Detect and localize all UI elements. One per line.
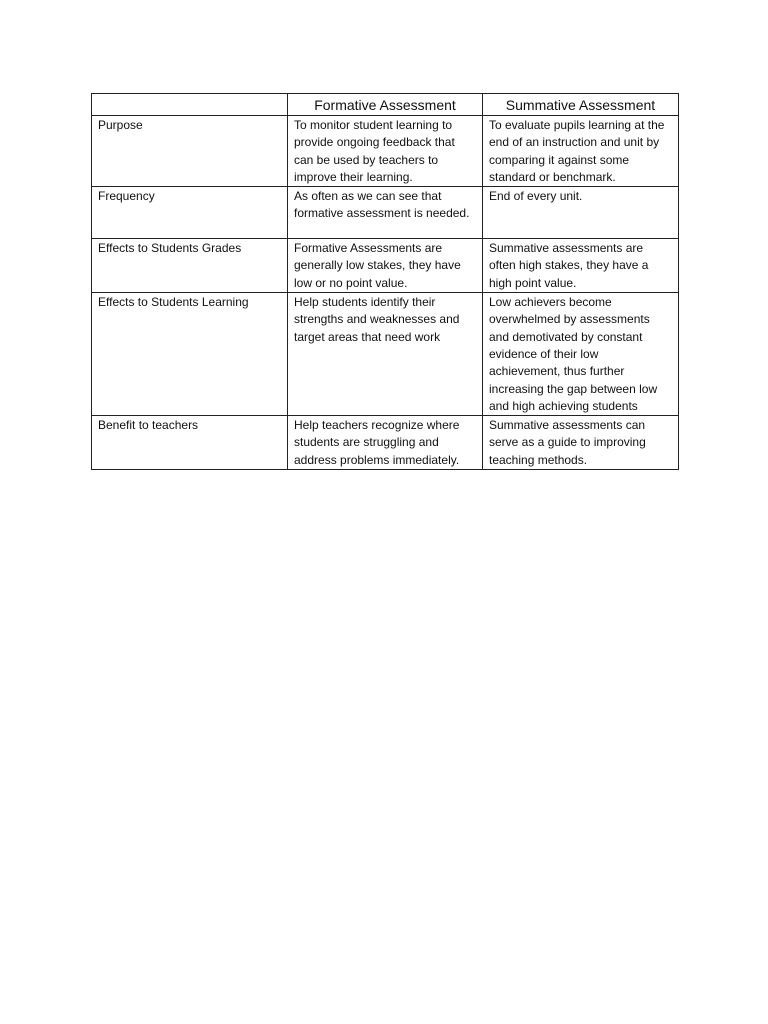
header-formative: Formative Assessment — [288, 94, 483, 116]
table-row-purpose — [92, 116, 679, 187]
header-summative: Summative Assessment — [483, 94, 679, 116]
summative-cell: Summative assessments can serve as a guide to improving teaching methods. — [483, 416, 679, 470]
summative-cell: To evaluate pupils learning at the end of an instruction and unit by comparing it against some standard or benchmark. — [483, 116, 679, 187]
formative-cell: As often as we can see that formative assessment is needed. — [288, 187, 483, 239]
formative-cell: Help teachers recognize where students are struggling and address problems immediately. — [288, 416, 483, 470]
formative-cell: Formative Assessments are generally low stakes, they have low or no point value. — [288, 239, 483, 293]
table-row-learning — [92, 293, 679, 416]
row-label: Purpose — [92, 116, 288, 187]
summative-cell: Low achievers become overwhelmed by assessments and demotivated by constant evidence of their low achievement, thus further increasing the gap between low and high achieving students — [483, 293, 679, 416]
table-row-benefit — [92, 416, 679, 470]
row-label: Benefit to teachers — [92, 416, 288, 470]
formative-cell: Help students identify their strengths and weaknesses and target areas that need work — [288, 293, 483, 416]
summative-cell: End of every unit. — [483, 187, 679, 239]
formative-cell: To monitor student learning to provide ongoing feedback that can be used by teachers to improve their learning. — [288, 116, 483, 187]
row-label: Effects to Students Learning — [92, 293, 288, 416]
header-row — [92, 94, 679, 116]
comparison-table — [91, 93, 679, 470]
header-empty-cell — [92, 94, 288, 116]
row-label: Frequency — [92, 187, 288, 239]
table-row-grades — [92, 239, 679, 293]
row-label: Effects to Students Grades — [92, 239, 288, 293]
table-row-frequency — [92, 187, 679, 239]
summative-cell: Summative assessments are often high stakes, they have a high point value. — [483, 239, 679, 293]
